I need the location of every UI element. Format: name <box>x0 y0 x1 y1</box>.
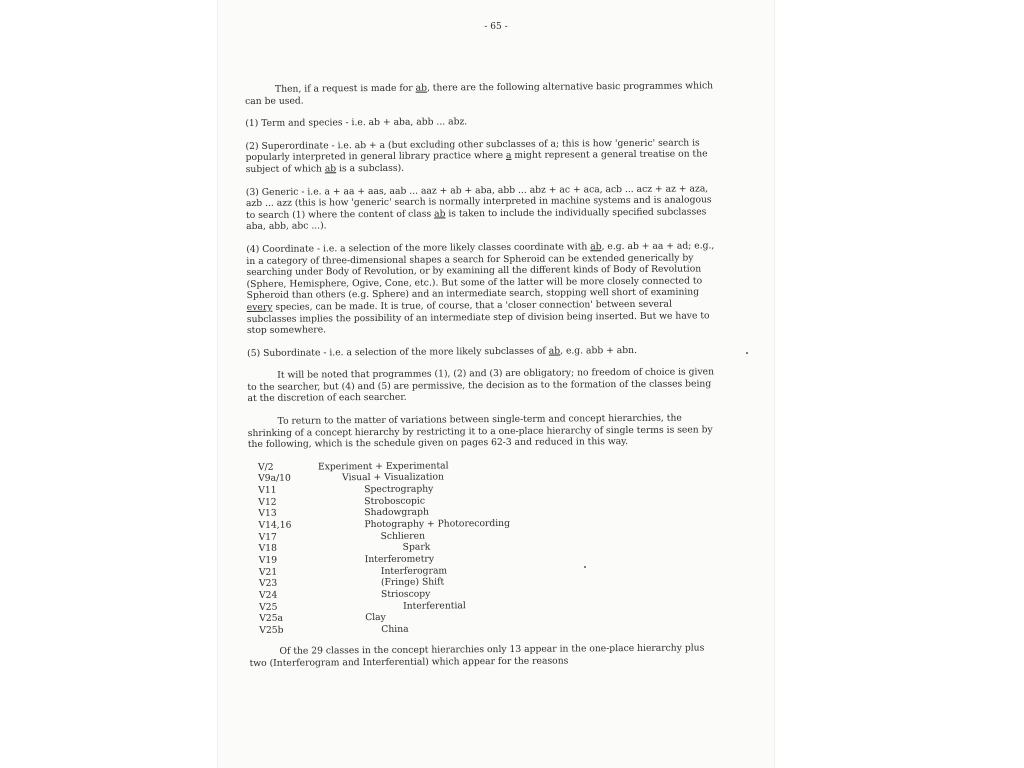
schedule-code: V25a <box>259 612 284 625</box>
text-run: (4) Coordinate - i.e. a selection of the more likely classes coordinate with <box>246 241 591 255</box>
underlined-text: ab <box>548 345 561 357</box>
schedule-term: Spark <box>402 541 431 554</box>
paragraph-intro <box>245 80 715 107</box>
underlined-text: ab <box>434 208 446 220</box>
text-run: might represent a general treatise on the subject of which <box>245 148 708 175</box>
text-run: (3) Generic - i.e. a + aa + aas, aab ... aaz + ab + aba, abb ... abz + ac + aca, acb ... acz + az + aza, azb ... azz (this is how 'generic' search is normally interpreted in machine systems and is analogous to search (1) where the content of class <box>245 182 712 221</box>
schedule-term: Photography + Photorecording <box>364 517 511 531</box>
text-run: is a subclass). <box>336 162 405 175</box>
paragraph-generic <box>246 183 716 233</box>
schedule-term: Stroboscopic <box>364 495 426 507</box>
schedule-term: Shadowgraph <box>364 506 429 519</box>
scan-speck <box>746 352 748 354</box>
schedule-code: V19 <box>258 554 278 566</box>
schedule-code: V25 <box>259 601 278 613</box>
schedule-term: Visual + Visualization <box>342 471 444 484</box>
schedule-term: Interferogram <box>380 565 448 577</box>
schedule-code: V11 <box>258 484 277 497</box>
schedule-term: China <box>381 623 409 635</box>
page-body <box>245 80 720 680</box>
scan-speck <box>584 566 586 568</box>
underlined-text: every <box>246 301 273 313</box>
underlined-text: a <box>505 150 512 162</box>
schedule-code: V14,16 <box>258 519 292 531</box>
schedule-term: Clay <box>365 612 386 624</box>
schedule-code: V18 <box>258 543 278 555</box>
text-run: , e.g. abb + abn. <box>560 344 638 357</box>
schedule-list <box>248 458 719 636</box>
paragraph-obligatory-note: It will be noted that programmes (1), (2) and (3) are obligatory; no freedom of choice is given to the searcher, but (4) and (5) are permissive, the decision as to the formation of the classes being at the discretion of each searcher. <box>247 366 715 405</box>
schedule-row <box>249 621 719 636</box>
text-run: , there are the following alternative basic programmes which can be used. <box>245 80 714 107</box>
text-run: (5) Subordinate - i.e. a selection of the more likely subclasses of <box>247 345 549 359</box>
schedule-term: Experiment + Experimental <box>317 460 449 473</box>
text-run: Then, if a request is made for <box>274 82 416 95</box>
schedule-code: V/2 <box>257 461 274 473</box>
schedule-code: V17 <box>258 531 277 543</box>
underlined-text: ab <box>590 241 602 253</box>
schedule-code: V24 <box>258 589 278 601</box>
underlined-text: ab <box>415 82 427 94</box>
schedule-code: V21 <box>258 566 278 578</box>
paragraph-coordinate <box>246 240 717 336</box>
text-run: is taken to include the individually specified subclasses aba, abb, abc ...). <box>246 206 707 233</box>
paragraph-term-and-species: (1) Term and species - i.e. ab + aba, abb ... abz. <box>245 116 468 130</box>
text-run: (2) Superordinate - i.e. ab + a (but excluding other subclasses of a; this is how 'generic' search is popularly interpreted in general library practice where <box>245 137 700 164</box>
document-page <box>218 0 774 768</box>
paragraph-superordinate <box>245 137 715 175</box>
paragraph-subordinate <box>247 344 717 359</box>
schedule-code: V13 <box>258 508 277 520</box>
text-run: species, can be made. It is true, of course, that a 'closer connection' between several subclasses implies the possibility of an intermediate step of division being inserted. But we have to stop somewhere. <box>246 298 710 337</box>
schedule-term: Spectrography <box>364 483 434 496</box>
schedule-term: Schlieren <box>380 530 426 542</box>
text-run: , e.g. ab + aa + ad; e.g., in a category of three-dimensional shapes a search for Spheroid can be extended generically by searching under Body of Revolution, or by examining all the different kinds of Body of Revolution (Sphere, Hemisphere, Ogive, Cone, etc.). But some of the latter will be more closely connected to Spheroid than others (e.g. Sphere) and an intermediate search, stopping well short of examining <box>246 240 715 302</box>
schedule-term: Interferometry <box>364 553 435 566</box>
schedule-code: V23 <box>258 578 278 590</box>
paragraph-return-to-variations: To return to the matter of variations between single-term and concept hierarchies, the shrinking of a concept hierarchy by restricting it to a one-place hierarchy of single terms is seen by the following, which is the schedule given on pages 62-3 and reduced in this way. <box>247 412 713 451</box>
underlined-text: ab <box>324 163 337 175</box>
schedule-code: V9a/10 <box>258 473 291 485</box>
schedule-term: Strioscopy <box>380 588 431 600</box>
paragraph-classes-count: Of the 29 classes in the concept hierarchies only 13 appear in the one-place hierarchy plus two (Interferogram and Interferential) which appear for the reasons <box>249 642 705 670</box>
schedule-term: (Fringe) Shift <box>380 576 445 589</box>
page-number: - 65 - <box>484 22 508 32</box>
schedule-code: V25b <box>259 624 284 636</box>
schedule-code: V12 <box>258 496 277 508</box>
schedule-term: Interferential <box>403 599 466 612</box>
